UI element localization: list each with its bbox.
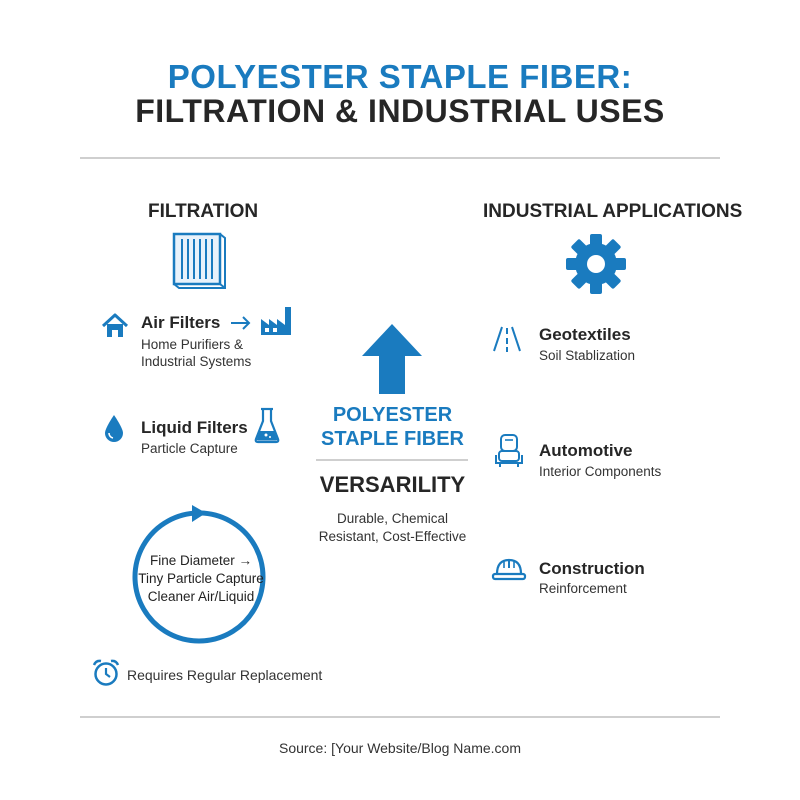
industrial-heading: INDUSTRIAL APPLICATIONS xyxy=(483,201,743,222)
factory-icon xyxy=(259,305,295,337)
automotive-title: Automotive xyxy=(539,441,633,460)
air-filters-title: Air Filters xyxy=(141,313,221,332)
filtration-heading: FILTRATION xyxy=(148,201,259,222)
hard-hat-icon xyxy=(491,556,527,582)
alarm-clock-icon xyxy=(92,658,120,688)
air-filters-sub-2: Industrial Systems xyxy=(141,354,252,369)
gear-icon xyxy=(565,233,627,295)
liquid-filters-title: Liquid Filters xyxy=(141,418,248,437)
title-line-2: FILTRATION & INDUSTRIAL USES xyxy=(135,93,665,129)
car-seat-icon xyxy=(492,433,526,469)
geotextiles-title: Geotextiles xyxy=(539,325,631,344)
geotextiles-sub: Soil Stablization xyxy=(539,348,636,363)
center-name-line-1: POLYESTER xyxy=(332,404,453,426)
cycle-line-3: Cleaner Air/Liquid xyxy=(147,589,255,604)
source-text: Source: [Your Website/Blog Name.com xyxy=(278,740,521,756)
automotive-sub: Interior Components xyxy=(539,464,662,479)
center-name-line-2: STAPLE FIBER xyxy=(321,428,464,450)
air-filters-sub-1: Home Purifiers & xyxy=(141,337,244,352)
up-arrow-icon xyxy=(360,322,424,396)
construction-sub: Reinforcement xyxy=(539,581,627,596)
home-icon xyxy=(101,313,129,339)
title-line-1: POLYESTER STAPLE FIBER: xyxy=(167,58,633,95)
versatility-label: VERSARILITY xyxy=(319,472,466,497)
road-icon xyxy=(492,325,522,353)
bottom-divider xyxy=(80,716,720,718)
construction-title: Construction xyxy=(539,559,645,578)
cycle-line-1: Fine Diameter → xyxy=(149,553,253,568)
center-desc-line-1: Durable, Chemical xyxy=(336,511,449,526)
air-filter-icon xyxy=(170,230,228,292)
center-desc-line-2: Resistant, Cost-Effective xyxy=(318,529,467,544)
flask-icon xyxy=(254,406,280,444)
water-drop-icon xyxy=(103,413,125,443)
center-divider xyxy=(316,459,468,461)
cycle-line-2: Tiny Particle Capture xyxy=(138,571,264,586)
liquid-filters-sub: Particle Capture xyxy=(141,441,238,456)
arrow-right-icon xyxy=(230,315,252,331)
top-divider xyxy=(80,157,720,159)
replacement-text: Requires Regular Replacement xyxy=(127,667,323,683)
